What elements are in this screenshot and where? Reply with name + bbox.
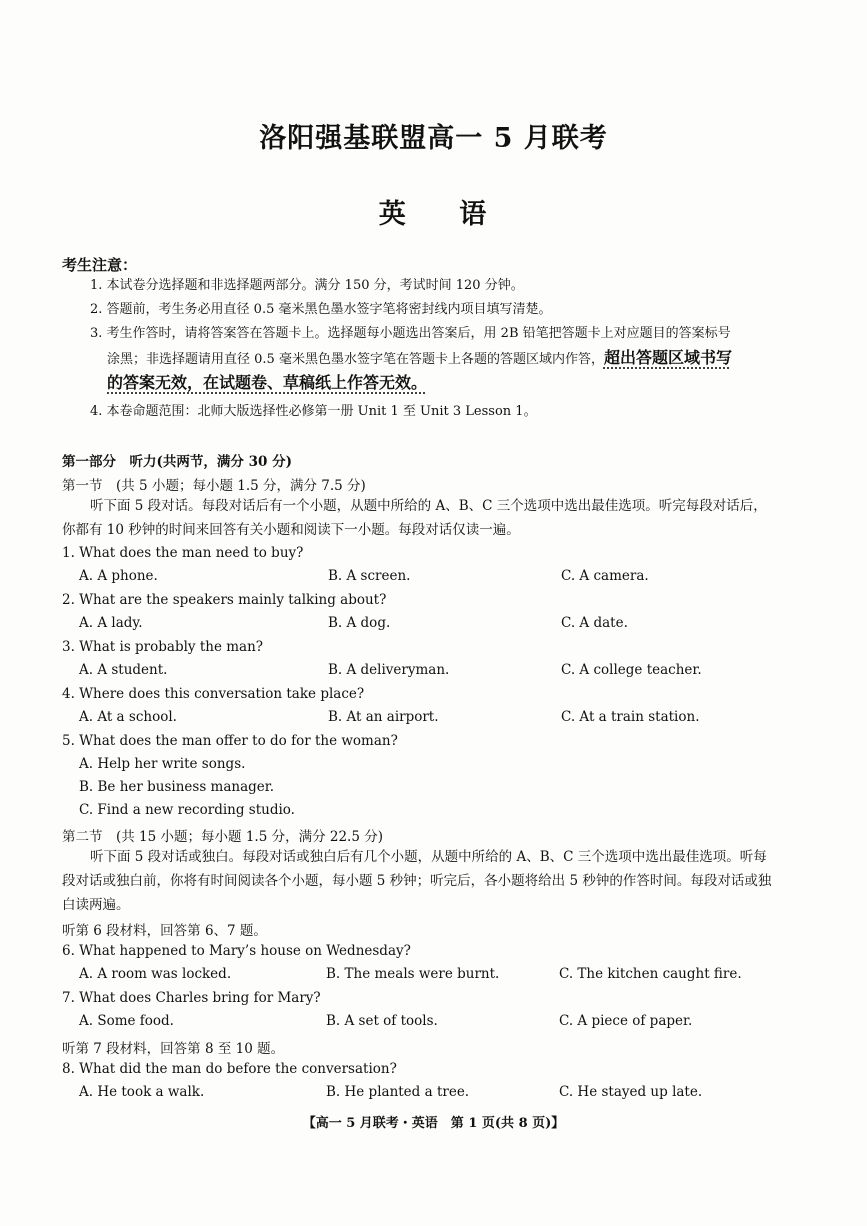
option-5b: B. Be her business manager. (79, 779, 275, 795)
question-3: 3. What is probably the man? (62, 639, 264, 655)
section2-heading: 第二节 (共 15 小题；每小题 1.5 分，满分 22.5 分) (62, 829, 383, 845)
option-2a: A. A lady. (79, 615, 143, 631)
option-7a: A. Some food. (79, 1013, 174, 1029)
option-8a: A. He took a walk. (79, 1084, 205, 1100)
question-8: 8. What did the man do before the conversation? (62, 1061, 397, 1077)
option-5c: C. Find a new recording studio. (79, 802, 295, 818)
option-3a: A. A student. (79, 662, 168, 678)
notice-item-3-line-3: 的答案无效，在试题卷、草稿纸上作答无效。 (107, 373, 428, 392)
question-4: 4. Where does this conversation take place? (62, 686, 365, 702)
option-4b: B. At an airport. (328, 709, 439, 725)
option-6a: A. A room was locked. (79, 966, 232, 982)
option-8b: B. He planted a tree. (326, 1084, 470, 1100)
question-7: 7. What does Charles bring for Mary? (62, 990, 321, 1006)
option-8c: C. He stayed up late. (559, 1084, 703, 1100)
option-3c: C. A college teacher. (561, 662, 702, 678)
option-7b: B. A set of tools. (326, 1013, 438, 1029)
option-2c: C. A date. (561, 615, 628, 631)
section2-instructions: 听下面 5 段对话或独白。每段对话或独白后有几个小题，从题中所给的 A、B、C 三个选项中选出最佳选项。听每段对话或独白前，你将有时间阅读各个小题，每小题 5 秒钟；听完后，各小题将给出 5 秒钟的作答时间。每段对话或独白读两遍。 (62, 849, 772, 913)
notice-item-3-line-1: 3. 考生作答时，请将答案答在答题卡上。选择题每小题选出答案后，用 2B 铅笔把答题卡上对应题目的答案标号 (90, 326, 731, 341)
notice-item-3-emphasis: 超出答题区域书写 (603, 348, 732, 367)
subject-title: 英 语 (378, 199, 489, 230)
option-6c: C. The kitchen caught fire. (559, 966, 742, 982)
notice-heading: 考生注意： (62, 256, 138, 274)
notice-item-4: 4. 本卷命题范围：北师大版选择性必修第一册 Unit 1 至 Unit 3 Lesson 1。 (90, 404, 537, 419)
section1-instructions: 听下面 5 段对话。每段对话后有一个小题，从题中所给的 A、B、C 三个选项中选出最佳选项。听完每段对话后，你都有 10 秒钟的时间来回答有关小题和阅读下一小题。每段对话仅读一遍。 (62, 498, 767, 538)
question-5: 5. What does the man offer to do for the woman? (62, 733, 398, 749)
notice-item-3-text: 涂黑；非选择题请用直径 0.5 毫米黑色墨水签字笔在答题卡上各题的答题区域内作答， (107, 352, 604, 367)
page-footer: 【高一 5 月联考・英语 第 1 页(共 8 页)】 (302, 1116, 565, 1131)
question-2: 2. What are the speakers mainly talking about? (62, 592, 387, 608)
notice-item-3-line-2 (107, 349, 787, 369)
option-1b: B. A screen. (328, 568, 411, 584)
option-6b: B. The meals were burnt. (326, 966, 500, 982)
option-1c: C. A camera. (561, 568, 649, 584)
option-3b: B. A deliveryman. (328, 662, 450, 678)
option-7c: C. A piece of paper. (559, 1013, 693, 1029)
material-7-note: 听第 7 段材料，回答第 8 至 10 题。 (62, 1041, 285, 1057)
part1-heading: 第一部分 听力(共两节，满分 30 分) (62, 454, 292, 470)
material-6-note: 听第 6 段材料，回答第 6、7 题。 (62, 923, 267, 939)
option-2b: B. A dog. (328, 615, 391, 631)
exam-title: 洛阳强基联盟高一 5 月联考 (259, 123, 608, 154)
question-1: 1. What does the man need to buy? (62, 545, 304, 561)
question-6: 6. What happened to Mary’s house on Wednesday? (62, 943, 411, 959)
section1-heading: 第一节 (共 5 小题；每小题 1.5 分，满分 7.5 分) (62, 478, 366, 494)
option-4a: A. At a school. (79, 709, 177, 725)
notice-item-1: 1. 本试卷分选择题和非选择题两部分。满分 150 分，考试时间 120 分钟。 (90, 278, 524, 293)
option-5a: A. Help her write songs. (79, 756, 246, 772)
option-1a: A. A phone. (79, 568, 158, 584)
notice-item-2: 2. 答题前，考生务必用直径 0.5 毫米黑色墨水签字笔将密封线内项目填写清楚。 (90, 302, 552, 317)
option-4c: C. At a train station. (561, 709, 700, 725)
